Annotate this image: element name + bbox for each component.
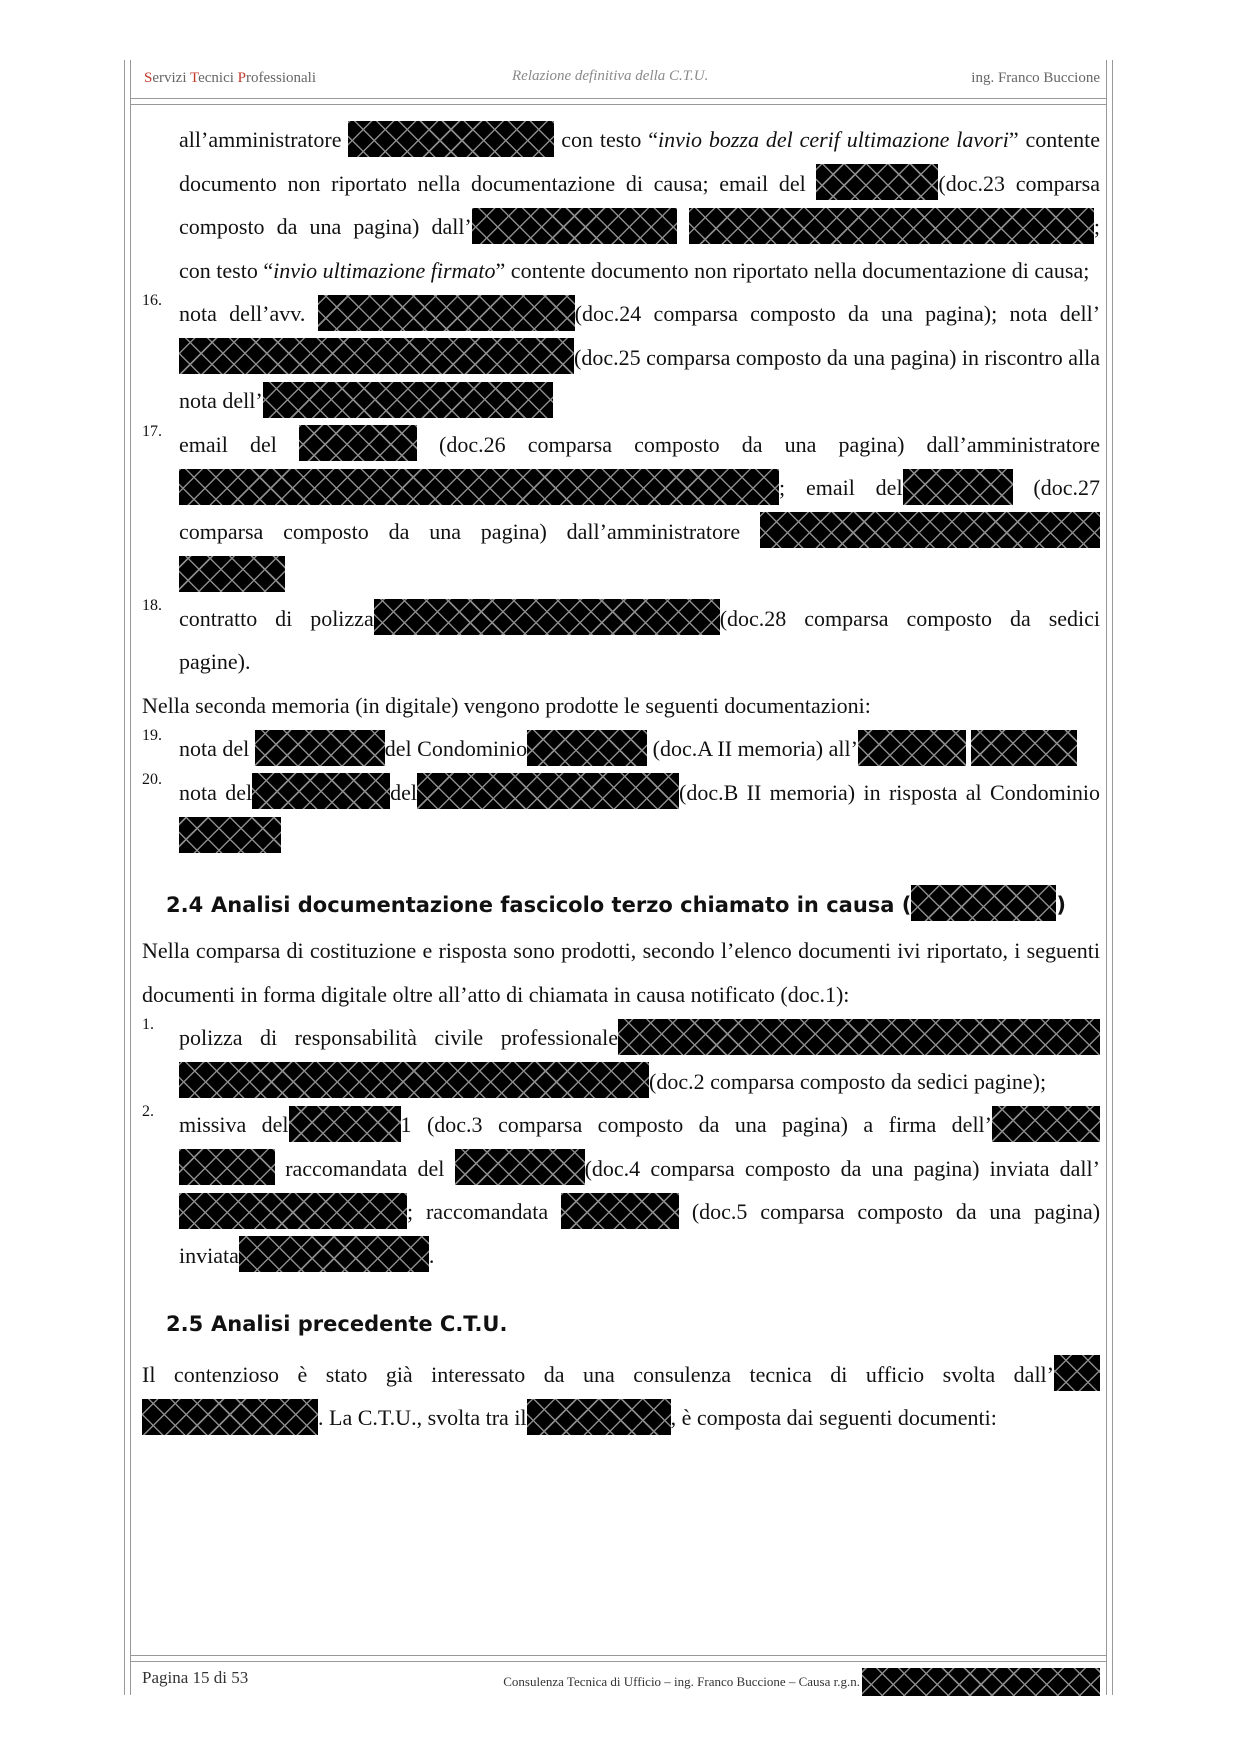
list-item-15-continued [142, 118, 1100, 292]
list-item-17: 17. email del (doc.26 comparsa composto da una pagina) dall’amministratore ; email del (doc.27 comparsa composto da una pagina) dall’amministratore [142, 423, 1100, 597]
redaction-block [561, 1193, 679, 1229]
redaction-block [179, 469, 779, 505]
paragraph: email del (doc.26 comparsa composto da una pagina) dall’amministratore ; email del (doc.27 comparsa composto da una pagina) dall’amministratore [179, 423, 1100, 597]
page-content [142, 118, 1100, 1440]
footer-case-reference: Consulenza Tecnica di Ufficio – ing. Franco Buccione – Causa r.g.n. [503, 1668, 1100, 1696]
page-footer [142, 1668, 1100, 1694]
list-item-20: 20. nota del del (doc.B II memoria) in risposta al Condominio [142, 771, 1100, 858]
redaction-block [179, 338, 574, 374]
list-item-1: 1. polizza di responsabilità civile professionale (doc.2 comparsa composto da sedici pagine); [142, 1016, 1100, 1103]
paragraph: nota del del Condominio (doc.A II memoria) all’ [179, 727, 1100, 771]
redaction-block [858, 730, 966, 766]
redaction-block [527, 730, 647, 766]
paragraph: all’amministratore con testo “invio bozza del cerif ultimazione lavori” contente documento non riportato nella documentazione di causa; email del (doc.23 comparsa composto da una pagina) dall’ ; con testo “invio ultimazione firmato” contente documento non riportato nella documentazione di causa; [179, 118, 1100, 292]
paragraph-section-2-4: Nella comparsa di costituzione e risposta sono prodotti, secondo l’elenco documenti ivi riportato, i seguenti documenti in forma digitale oltre all’atto di chiamata in causa notificato (doc.1): [142, 938, 1100, 1007]
frame-line-left-outer [124, 60, 125, 1695]
redaction-block [1054, 1355, 1100, 1391]
paragraph-second-memory: Nella seconda memoria (in digitale) vengono prodotte le seguenti documentazioni: [142, 692, 871, 718]
frame-line-right-inner [1106, 60, 1107, 1695]
list-item-18: 18. contratto di polizza (doc.28 comparsa composto da sedici pagine). [142, 597, 1100, 684]
frame-line-left-inner [130, 60, 131, 1695]
page-number: Pagina 15 di 53 [142, 1668, 249, 1687]
redaction-block [472, 208, 677, 244]
paragraph: nota dell’avv. (doc.24 comparsa composto da una pagina); nota dell’(doc.25 comparsa composto da una pagina) in riscontro alla nota dell’ [179, 292, 1100, 423]
redaction-block [299, 425, 417, 461]
redaction-block [179, 1149, 275, 1185]
redaction-block [179, 556, 285, 592]
redaction-block [527, 1399, 671, 1435]
header-company: Servizi Tecnici Professionali [144, 70, 316, 86]
list-item-2: 2. missiva del 1 (doc.3 comparsa composto da una pagina) a firma dell’ raccomandata del (doc.4 comparsa composto da una pagina) inviata dall’; raccomandata (doc.5 comparsa composto da una pagina) inviata . [142, 1103, 1100, 1277]
redaction-block [263, 382, 553, 418]
redaction-block [417, 773, 679, 809]
redaction-block [992, 1106, 1100, 1142]
paragraph: polizza di responsabilità civile professionale (doc.2 comparsa composto da sedici pagine); [179, 1016, 1100, 1103]
redaction-block [689, 208, 1094, 244]
redaction-block [971, 730, 1077, 766]
redaction-block [239, 1236, 429, 1272]
redaction-block [179, 1062, 649, 1098]
section-heading-2-4: 2.4 Analisi documentazione fascicolo terzo chiamato in causa ( ) [142, 884, 1100, 928]
page-header [144, 70, 1100, 94]
paragraph: contratto di polizza (doc.28 comparsa composto da sedici pagine). [179, 597, 1100, 684]
paragraph-section-2-5: Il contenzioso è stato già interessato da una consulenza tecnica di ufficio svolta dall’ . La C.T.U., svolta tra il , è composta dai seguenti documenti: [142, 1353, 1100, 1440]
frame-line-right-outer [1112, 60, 1113, 1695]
redaction-block [816, 164, 938, 200]
redaction-block [760, 512, 1100, 548]
redaction-block [862, 1668, 1100, 1696]
redaction-block [455, 1149, 585, 1185]
redaction-block [255, 730, 385, 766]
header-rule [130, 98, 1106, 99]
redaction-block [348, 121, 554, 157]
redaction-block [911, 885, 1056, 921]
redaction-block [289, 1106, 401, 1142]
redaction-block [179, 817, 281, 853]
footer-rule [130, 1655, 1106, 1656]
redaction-block [179, 1193, 407, 1229]
section-heading-2-5: 2.5 Analisi precedente C.T.U. [166, 1312, 508, 1336]
header-author: ing. Franco Buccione [971, 70, 1100, 86]
paragraph: missiva del 1 (doc.3 comparsa composto da una pagina) a firma dell’ raccomandata del (doc.4 comparsa composto da una pagina) inviata dall’; raccomandata (doc.5 comparsa composto da una pagina) inviata . [179, 1103, 1100, 1277]
redaction-block [252, 773, 390, 809]
redaction-block [374, 599, 720, 635]
footer-rule-2 [130, 1661, 1106, 1662]
redaction-block [618, 1019, 1100, 1055]
header-document-title: Relazione definitiva della C.T.U. [512, 68, 709, 84]
header-rule-2 [130, 104, 1106, 105]
paragraph: nota del del (doc.B II memoria) in risposta al Condominio [179, 771, 1100, 858]
redaction-block [142, 1399, 318, 1435]
list-item-16: 16. nota dell’avv. (doc.24 comparsa composto da una pagina); nota dell’(doc.25 comparsa composto da una pagina) in riscontro alla nota dell’ [142, 292, 1100, 423]
list-item-19: 19. nota del del Condominio (doc.A II memoria) all’ [142, 727, 1100, 771]
redaction-block [318, 295, 575, 331]
redaction-block [903, 469, 1013, 505]
